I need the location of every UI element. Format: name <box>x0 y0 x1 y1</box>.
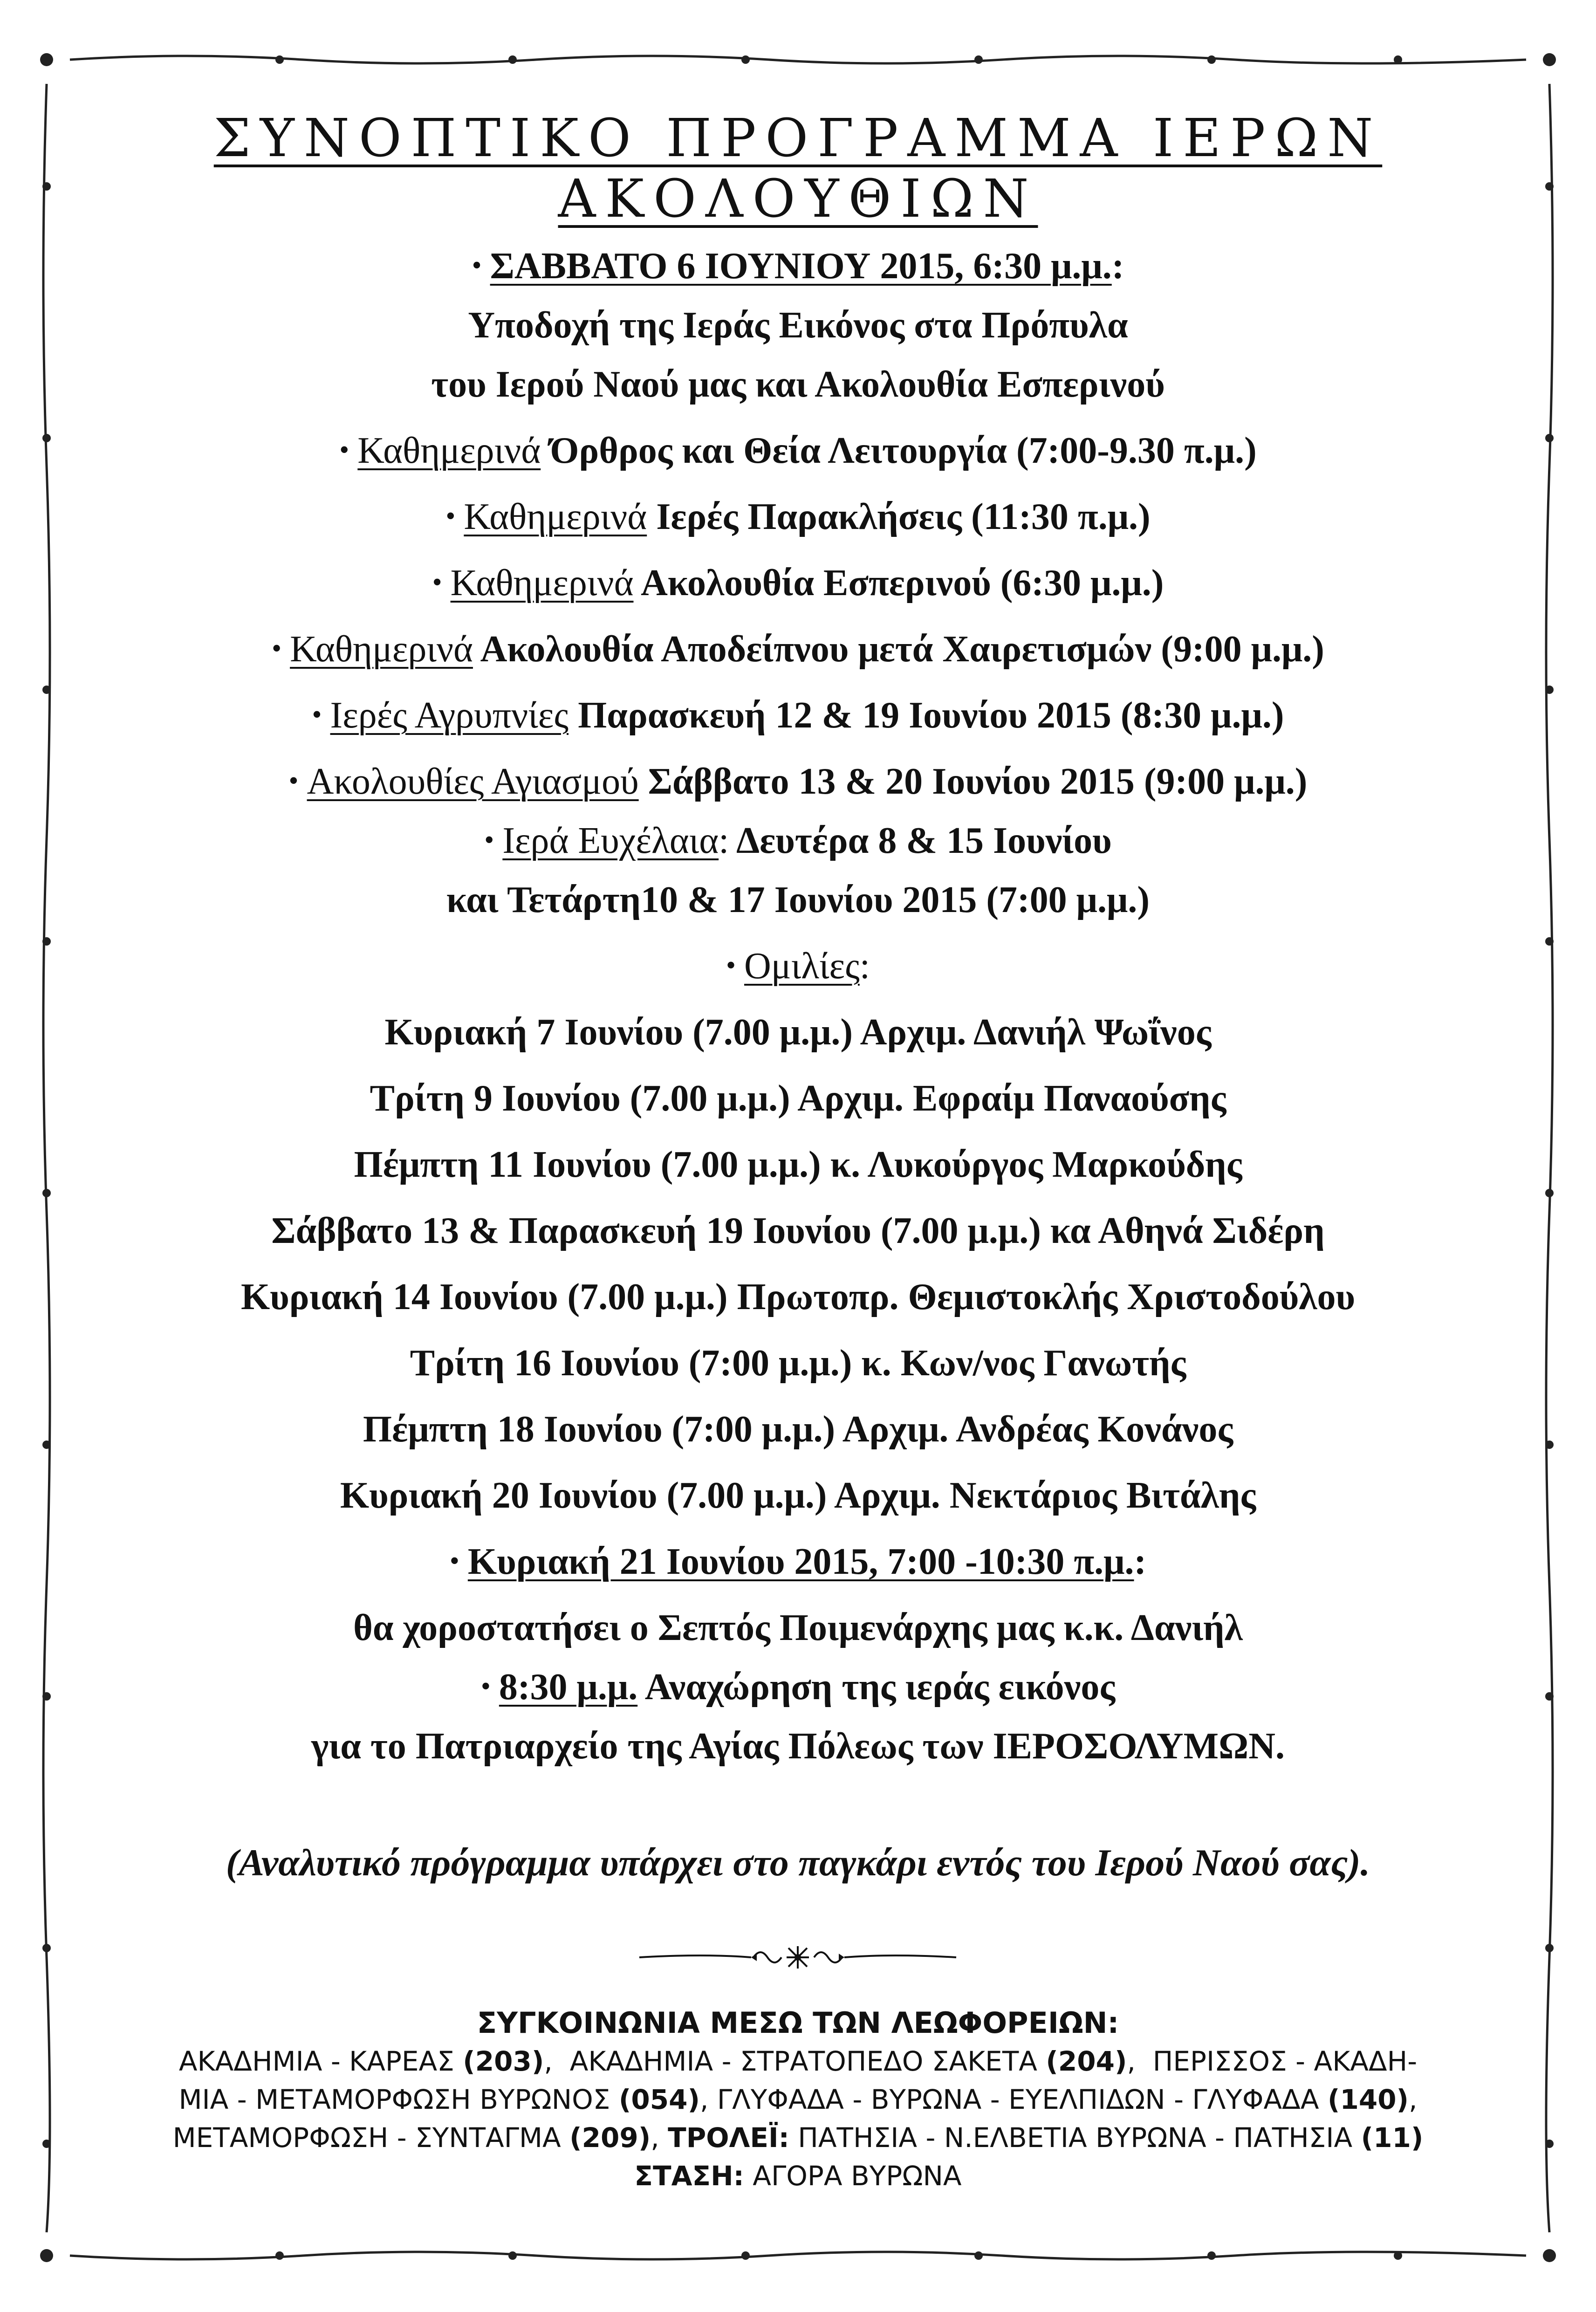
departure-text-2: για το Πατριαρχείο της Αγίας Πόλεως των ΙΕΡΟΣΟΛΥΜΩΝ. <box>311 1726 1285 1767</box>
bullet-icon: • <box>312 699 322 730</box>
bullet-icon: • <box>449 1545 459 1576</box>
page-title <box>0 108 1596 229</box>
homily-item: Τρίτη 9 Ιουνίου (7.00 μ.μ.) Αρχιμ. Εφραίμ Παναούσης <box>370 1078 1226 1119</box>
bullet-icon: • <box>472 250 482 281</box>
daily-label-2: Καθημερινά <box>464 496 647 537</box>
title-text: ΣΥΝΟΠΤΙΚΟ ΠΡΟΓΡΑΜΜΑ ΙΕΡΩΝ ΑΚΟΛΟΥΘΙΩΝ <box>213 108 1383 229</box>
daily-label-4: Καθημερινά <box>290 629 473 670</box>
divider-ornament-icon <box>635 1943 961 1971</box>
homilies-label: Ομιλίες <box>744 946 860 987</box>
sunday-colon: : <box>1134 1541 1147 1582</box>
stop-name: ΑΓΟΡΑ ΒΥΡΩΝΑ <box>753 2160 962 2192</box>
daily-item-2 <box>121 484 1475 550</box>
homily-item: Πέμπτη 18 Ιουνίου (7:00 μ.μ.) Αρχιμ. Ανδρέας Κονάνος <box>363 1409 1233 1450</box>
departure-text-1: Αναχώρηση της ιεράς εικόνος <box>644 1667 1116 1708</box>
unction-text-1: Δευτέρα 8 & 15 Ιουνίου <box>736 820 1112 861</box>
trolley-code: (11) <box>1361 2122 1424 2154</box>
daily-text-1: Όρθρος και Θεία Λειτουργία (7:00-9.30 π.μ.) <box>550 430 1257 471</box>
saturday-line-2: του Ιερού Ναού μας και Ακολουθία Εσπερινού <box>431 364 1165 405</box>
vigils-item <box>121 682 1475 748</box>
unction-text-2: και Τετάρτη10 & 17 Ιουνίου 2015 (7:00 μ.μ.) <box>446 879 1150 920</box>
transport-line-2: ΜΙΑ - ΜΕΤΑΜΟΡΦΩΣΗ ΒΥΡΩΝΟΣ (054), ΓΛΥΦΑΔΑ - ΒΥΡΩΝΑ - ΕΥΕΛΠΙΔΩΝ - ΓΛΥΦΑΔΑ (140), <box>178 2084 1418 2115</box>
daily-item-4 <box>121 616 1475 682</box>
transport-line-3: ΜΕΤΑΜΟΡΦΩΣΗ - ΣΥΝΤΑΓΜΑ (209), ΤΡΟΛΕΪ: ΠΑΤΗΣΙΑ - Ν.ΕΛΒΕΤΙΑ ΒΥΡΩΝΑ - ΠΑΤΗΣΙΑ (11) <box>172 2122 1424 2154</box>
departure-item <box>121 1661 1475 1713</box>
homilies-colon: : <box>859 946 870 987</box>
bullet-icon: • <box>445 501 456 531</box>
homily-item: Πέμπτη 11 Ιουνίου (7.00 μ.μ.) κ. Λυκούργος Μαρκούδης <box>354 1144 1242 1185</box>
saturday-colon: : <box>1111 246 1124 287</box>
daily-label-3: Καθημερινά <box>450 563 634 604</box>
departure-time: 8:30 μ.μ. <box>499 1667 638 1708</box>
transport-line-4 <box>107 2157 1489 2195</box>
blessings-item <box>121 748 1475 815</box>
bullet-icon: • <box>272 633 282 664</box>
route-code-209: (209) <box>569 2122 651 2154</box>
homily-item: Κυριακή 7 Ιουνίου (7.00 μ.μ.) Αρχιμ. Δανιήλ Ψωΐνος <box>384 1012 1212 1053</box>
saturday-heading <box>121 233 1475 299</box>
bullet-icon: • <box>726 950 736 981</box>
bullet-icon: • <box>339 434 349 465</box>
bullet-icon: • <box>480 1671 491 1701</box>
bullet-icon: • <box>432 567 442 597</box>
sunday-date: Κυριακή 21 Ιουνίου 2015, 7:00 -10:30 π.μ. <box>467 1541 1134 1582</box>
route-204: ΑΚΑΔΗΜΙΑ - ΣΤΡΑΤΟΠΕΔΟ ΣΑΚΕΤΑ <box>569 2045 1037 2077</box>
unction-label: Ιερά Ευχέλαια <box>502 820 719 861</box>
homily-item: Κυριακή 20 Ιουνίου (7.00 μ.μ.) Αρχιμ. Νεκτάριος Βιτάλης <box>340 1475 1256 1516</box>
unction-item <box>121 815 1475 867</box>
homilies-heading <box>121 933 1475 999</box>
daily-text-2: Ιερές Παρακλήσεις (11:30 π.μ.) <box>656 496 1151 537</box>
bullet-icon: • <box>484 824 494 855</box>
route-code-140: (140) <box>1327 2084 1409 2115</box>
trolley-label: ΤΡΟΛΕΪ: <box>668 2122 789 2154</box>
saturday-date: ΣΑΒΒΑΤΟ 6 ΙΟΥΝΙΟΥ 2015, 6:30 μ.μ. <box>490 246 1112 287</box>
route-054-a: ΠΕΡΙΣΣΟΣ - ΑΚΑΔΗ- <box>1152 2045 1418 2077</box>
route-code-054: (054) <box>618 2084 700 2115</box>
homily-item: Κυριακή 14 Ιουνίου (7.00 μ.μ.) Πρωτοπρ. Θεμιστοκλής Χριστοδούλου <box>240 1276 1356 1317</box>
daily-text-3: Ακολουθία Εσπερινού (6:30 μ.μ.) <box>641 563 1164 604</box>
route-140: ΓΛΥΦΑΔΑ - ΒΥΡΩΝΑ - ΕΥΕΛΠΙΔΩΝ - ΓΛΥΦΑΔΑ <box>717 2084 1319 2115</box>
trolley-route: ΠΑΤΗΣΙΑ - Ν.ΕΛΒΕΤΙΑ ΒΥΡΩΝΑ - ΠΑΤΗΣΙΑ <box>798 2122 1353 2154</box>
blessings-text: Σάββατο 13 & 20 Ιουνίου 2015 (9:00 μ.μ.) <box>648 761 1308 802</box>
daily-item-1 <box>121 418 1475 484</box>
route-054-b: ΜΙΑ - ΜΕΤΑΜΟΡΦΩΣΗ ΒΥΡΩΝΟΣ <box>178 2084 610 2115</box>
homily-item: Τρίτη 16 Ιουνίου (7:00 μ.μ.) κ. Κων/νος Γανωτής <box>410 1343 1186 1384</box>
daily-text-4: Ακολουθία Αποδείπνου μετά Χαιρετισμών (9:00 μ.μ.) <box>480 629 1324 670</box>
route-code-203: (203) <box>463 2045 544 2077</box>
detailed-program-note: (Αναλυτικό πρόγραμμα υπάρχει στο παγκάρι εντός του Ιερού Ναού σας). <box>226 1841 1370 1884</box>
schedule <box>121 233 1475 1779</box>
transport-line-1: ΑΚΑΔΗΜΙΑ - ΚΑΡΕΑΣ (203), ΑΚΑΔΗΜΙΑ - ΣΤΡΑΤΟΠΕΔΟ ΣΑΚΕΤΑ (204), ΠΕΡΙΣΣΟΣ - ΑΚΑΔΗ- <box>178 2045 1418 2077</box>
vigils-text: Παρασκευή 12 & 19 Ιουνίου 2015 (8:30 μ.μ.) <box>578 695 1284 736</box>
bus-transport-section <box>107 2004 1489 2195</box>
vigils-label: Ιερές Αγρυπνίες <box>330 695 569 736</box>
blessings-label: Ακολουθίες Αγιασμού <box>307 761 639 802</box>
unction-colon: : <box>719 820 729 861</box>
homily-item: Σάββατο 13 & Παρασκευή 19 Ιουνίου (7.00 μ.μ.) κα Αθηνά Σιδέρη <box>271 1210 1325 1251</box>
sunday-heading <box>121 1529 1475 1595</box>
saturday-line-1: Υποδοχή της Ιεράς Εικόνος στα Πρόπυλα <box>468 305 1128 346</box>
daily-item-3 <box>121 550 1475 616</box>
route-203: ΑΚΑΔΗΜΙΑ - ΚΑΡΕΑΣ <box>178 2045 454 2077</box>
sunday-text: θα χοροστατήσει ο Σεπτός Ποιμενάρχης μας κ.κ. Δανιήλ <box>353 1607 1243 1648</box>
daily-label-1: Καθημερινά <box>357 430 541 471</box>
route-code-204: (204) <box>1046 2045 1127 2077</box>
transport-heading: ΣΥΓΚΟΙΝΩΝΙΑ ΜΕΣΩ ΤΩΝ ΛΕΩΦΟΡΕΙΩΝ: <box>477 2006 1119 2040</box>
route-209: ΜΕΤΑΜΟΡΦΩΣΗ - ΣΥΝΤΑΓΜΑ <box>172 2122 561 2154</box>
stop-label: ΣΤΑΣΗ: <box>634 2160 744 2192</box>
bullet-icon: • <box>288 765 299 796</box>
